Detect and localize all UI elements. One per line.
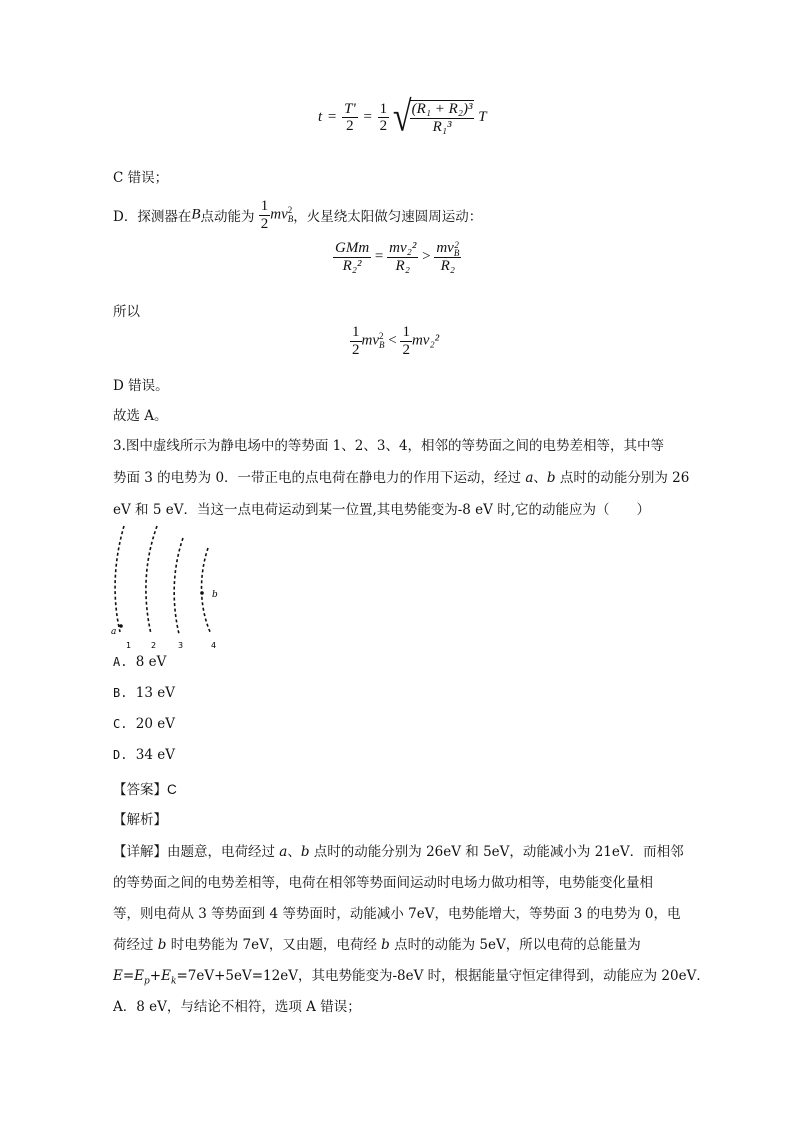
figure-label-2: 2: [151, 641, 157, 650]
line-d-suffix: ，火星绕太阳做匀速圆周运动：: [293, 209, 483, 225]
option-b: [113, 685, 175, 701]
formula-gmm-f3-num: mv: [436, 240, 454, 256]
question-var-b: b: [546, 470, 556, 486]
answer-value: C: [167, 782, 177, 797]
line-d-sup: 2: [287, 205, 293, 215]
option-c-text: 20 eV: [135, 716, 175, 732]
line-d-frac-num: 1: [260, 198, 269, 214]
figure-label-b: b: [212, 590, 218, 600]
option-c-letter: C.: [113, 717, 128, 731]
question-line-3: eV 和 5 eV．当这一点电荷运动到某一位置,其电势能变为-8 eV 时,它的动能应为（ ）: [113, 502, 650, 518]
formula-lt-f2-den: 2: [402, 341, 410, 358]
detail-l4b: 时电势能为 7eV，又由题，电荷经: [166, 937, 382, 953]
formula-lt-expr2: mv₂²: [411, 332, 440, 349]
detail-var-b-3: b: [381, 937, 390, 953]
option-d: [113, 747, 175, 763]
detail-l4a: 荷经过: [113, 937, 158, 953]
line-d-expr: mv: [270, 206, 288, 223]
option-b-letter: B.: [113, 686, 128, 700]
formula-gmm-gt: >: [422, 248, 431, 265]
option-a-letter: A.: [113, 655, 128, 669]
formula-gmm-f1-den: R₂²: [342, 257, 362, 274]
formula-t-frac2-num: 1: [379, 100, 388, 117]
line-suoyi: 所以: [113, 304, 140, 320]
answer-line: [113, 778, 177, 798]
detail-l5-p: p: [144, 976, 150, 987]
formula-t-frac2: [378, 101, 390, 135]
formula-lt-expr1-sup: 2: [379, 331, 384, 341]
detail-sep: 、: [287, 844, 301, 860]
detail-l1b: 点时的动能分别为 26eV 和 5eV，动能减小为 21eV．而相邻: [309, 844, 684, 860]
question-sep: 、: [533, 470, 547, 486]
line-d-var: B: [191, 206, 201, 223]
detail-line-6: A．8 eV，与结论不相符，选项 A 错误；: [113, 999, 361, 1015]
formula-lt-f2-num: 1: [402, 324, 410, 340]
formula-lt-f1-num: 1: [352, 324, 360, 340]
answer-label: 【答案】: [113, 782, 167, 798]
formula-gmm-f3: [434, 240, 461, 274]
line-c-wrong: C 错误；: [113, 170, 169, 186]
option-c: [113, 716, 175, 732]
question-line-2-end: 点时的动能分别为 26: [555, 470, 690, 486]
figure-label-4: 4: [211, 641, 217, 650]
equipotential-line-4: [202, 548, 211, 634]
formula-gmm-f3-den: R₂: [440, 257, 455, 274]
formula-t-tail: T: [478, 109, 487, 125]
formula-gmm-f1-num: GMm: [335, 240, 370, 257]
detail-line-5: [113, 964, 710, 987]
equipotential-line-3: [174, 538, 183, 634]
line-choose: 故选 A。: [113, 408, 168, 424]
detail-l4c: 点时的动能为 5eV，所以电荷的总能量为: [389, 937, 641, 953]
line-d-frac-den: 2: [260, 215, 269, 232]
line-d-prefix: D．探测器在: [113, 209, 192, 225]
detail-var-b: b: [300, 844, 310, 860]
line-d-wrong: D 错误。: [113, 378, 169, 394]
detail-line-4: [113, 933, 641, 953]
equipotential-figure: [108, 522, 228, 652]
line-d-statement: [113, 198, 482, 232]
formula-lt-expr1-script: [379, 332, 385, 350]
formula-gmm-f2: [387, 240, 418, 274]
formula-t-frac1: [342, 101, 358, 135]
formula-lt-f1: [350, 324, 362, 358]
question-var-a: a: [525, 470, 534, 486]
detail-var-b-2: b: [157, 937, 167, 953]
formula-lt-f2: [400, 324, 412, 358]
formula-gmm-f3-num-wrap: [434, 240, 461, 258]
option-a: [113, 654, 166, 670]
formula-t-sqrt-frac: [410, 100, 475, 135]
formula-lt-expr1-sub: B: [379, 340, 385, 350]
question-line-2: [113, 466, 689, 486]
formula-gmm-f2-num: mv₂²: [389, 240, 417, 257]
detail-l5-k: k: [170, 976, 177, 987]
detail-line-1: [113, 840, 684, 860]
question-line-2-text: 势面 3 的电势为 0．一带正电的点电荷在静电力的作用下运动，经过: [113, 470, 526, 486]
point-b-dot: [200, 591, 204, 595]
formula-gmm-f3-sup: 2: [454, 239, 459, 250]
formula-t-sqrt-num: (R₁ + R₂)³: [411, 101, 473, 117]
formula-t-eq1: =: [327, 109, 337, 125]
line-d-frac: [259, 198, 271, 232]
formula-gmm-f1: [333, 240, 371, 274]
detail-label: 【详解】: [113, 844, 167, 860]
formula-t-frac1-num: T': [344, 100, 356, 117]
detail-l5-rest: =7eV+5eV=12eV，其电势能变为-8eV 时，根据能量守恒定律得到，动能应为 20eV．: [176, 968, 710, 984]
option-a-text: 8 eV: [135, 654, 167, 670]
option-d-text: 34 eV: [135, 747, 175, 763]
formula-lt-f1-den: 2: [352, 341, 360, 358]
formula-t: [318, 93, 487, 150]
option-b-text: 13 eV: [135, 685, 175, 701]
detail-line-2: 的等势面之间的电势差相等，电荷在相邻等势面间运动时电场力做功相等，电势能变化量相: [113, 875, 653, 891]
formula-gmm-f2-den: R₂: [395, 257, 410, 274]
analysis-label: 【解析】: [113, 812, 167, 828]
formula-gmm-f3-sub: B: [453, 247, 460, 258]
equipotential-line-1: [115, 526, 124, 632]
point-a-dot: [119, 624, 123, 628]
detail-l5-plus: +E: [149, 968, 171, 984]
line-d-mid: 点动能为: [200, 209, 255, 225]
equipotential-line-2: [146, 526, 157, 634]
figure-label-1: 1: [126, 641, 132, 650]
formula-t-lhs: t: [318, 109, 323, 125]
sqrt-sign-icon: √: [392, 93, 412, 140]
formula-t-eq2: =: [363, 109, 372, 125]
option-d-letter: D.: [113, 748, 128, 762]
figure-label-a: a: [111, 627, 117, 637]
formula-gmm-eq: =: [374, 248, 384, 265]
formula-lt-expr1: mv: [361, 332, 379, 349]
formula-lt-lt: <: [388, 332, 397, 349]
detail-line-3: 等，则电荷从 3 等势面到 4 等势面时，动能减小 7eV，电势能增大，等势面 3 的电势为 0，电: [113, 906, 681, 922]
formula-t-frac1-den: 2: [346, 118, 354, 134]
formula-t-frac2-den: 2: [379, 118, 388, 134]
formula-t-sqrt-den: R₁³: [432, 118, 452, 135]
formula-lt: [350, 324, 439, 370]
line-d-sub: B: [287, 214, 294, 224]
figure-label-3: 3: [178, 641, 184, 650]
detail-var-a: a: [279, 844, 288, 860]
detail-l5-eq: E=E: [113, 968, 145, 984]
detail-l1a: 由题意，电荷经过: [167, 844, 280, 860]
formula-gmm: [333, 240, 461, 286]
formula-gmm-f3-script: [454, 241, 460, 257]
question-line-1: 3.图中虚线所示为静电场中的等势面 1、2、3、4，相邻的等势面之间的电势差相等，其中等: [113, 438, 665, 454]
